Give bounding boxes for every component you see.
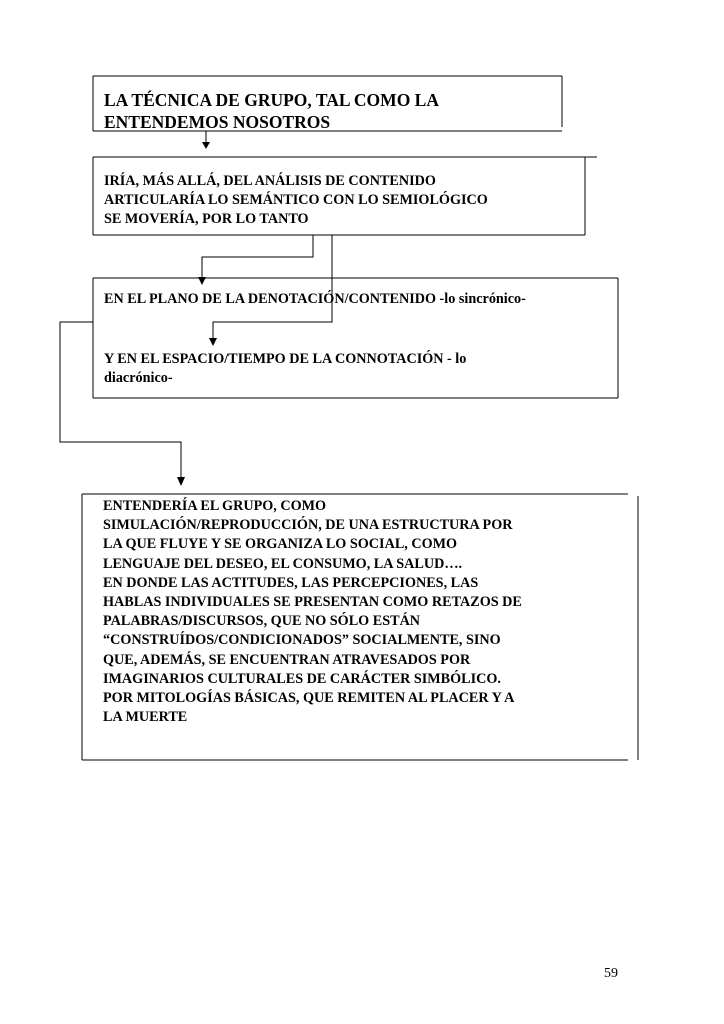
box-3-text-line-2: Y EN EL ESPACIO/TIEMPO DE LA CONNOTACIÓN - lo diacrónico- bbox=[104, 351, 467, 386]
connector-2-3-right bbox=[213, 235, 332, 340]
arrowhead-2-3-right bbox=[209, 338, 217, 346]
arrowhead-1-2 bbox=[202, 142, 210, 149]
arrowhead-3-4 bbox=[177, 477, 185, 486]
box-4-text: ENTENDERÍA EL GRUPO, COMO SIMULACIÓN/REPRODUCCIÓN, DE UNA ESTRUCTURA POR LA QUE FLUYE Y SE ORGANIZA LO SOCIAL, COMO LENGUAJE DEL DESEO, EL CONSUMO, LA SALUD…. EN DONDE LAS ACTITUDES, LAS PERCEPCIONES, LAS HABLAS INDIVIDUALES SE PRESENTAN COMO RETAZOS DE PALABRAS/DISCURSOS, QUE NO SÓLO ESTÁN “CONSTRUÍDOS/CONDICIONADOS” SOCIALMENTE, SINO QUE, ADEMÁS, SE ENCUENTRAN ATRAVESADOS POR IMAGINARIOS CULTURALES DE CARÁCTER SIMBÓLICO. POR MITOLOGÍAS BÁSICAS, QUE REMITEN AL PLACER Y A LA MUERTE bbox=[103, 498, 522, 726]
box-3-text-line-1: EN EL PLANO DE LA DENOTACIÓN/CONTENIDO -lo sincrónico- bbox=[104, 291, 526, 307]
connector-3-4 bbox=[60, 322, 181, 478]
box-2-text: IRÍA, MÁS ALLÁ, DEL ANÁLISIS DE CONTENIDO ARTICULARÍA LO SEMÁNTICO CON LO SEMIOLÓGICO SE MOVERÍA, POR LO TANTO bbox=[104, 173, 488, 227]
box-1-text: LA TÉCNICA DE GRUPO, TAL COMO LA ENTENDEMOS NOSOTROS bbox=[104, 90, 439, 132]
arrowhead-2-3-left bbox=[198, 277, 206, 285]
page-number: 59 bbox=[604, 966, 618, 981]
connector-2-3-left bbox=[202, 235, 313, 278]
